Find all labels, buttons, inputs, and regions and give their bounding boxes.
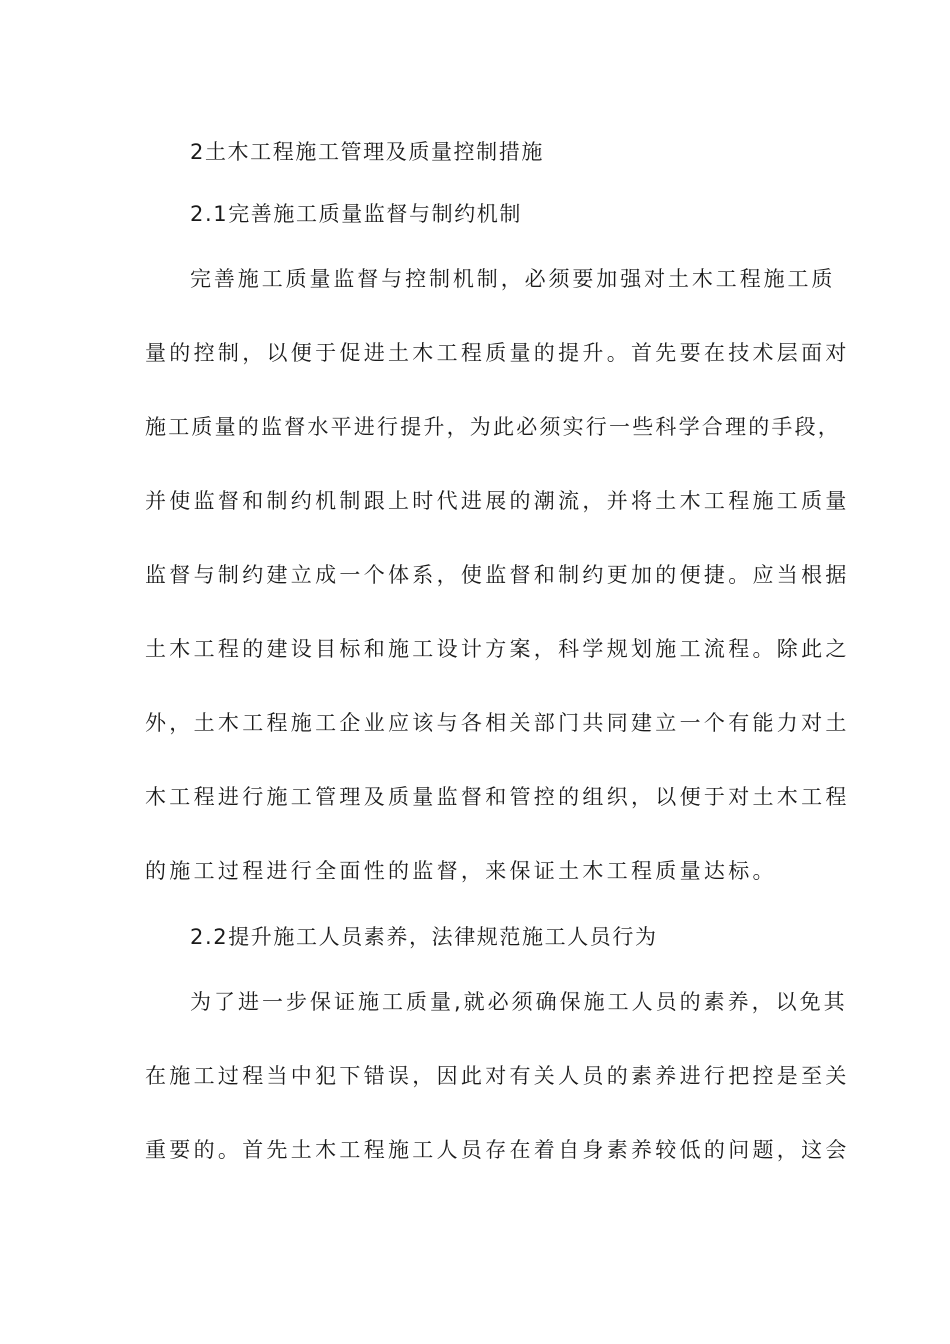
paragraph-line: 监督与制约建立成一个体系，使监督和制约更加的便捷。应当根据 — [145, 563, 850, 587]
paragraph-line: 外，土木工程施工企业应该与各相关部门共同建立一个有能力对土 — [145, 711, 850, 735]
paragraph-line: 土木工程的建设目标和施工设计方案，科学规划施工流程。除此之 — [145, 637, 850, 661]
section-heading-2: 2土木工程施工管理及质量控制措施 — [190, 140, 544, 164]
paragraph-line: 的施工过程进行全面性的监督，来保证土木工程质量达标。 — [145, 859, 777, 883]
section-heading-2-1: 2.1完善施工质量监督与制约机制 — [190, 202, 522, 226]
paragraph-line: 在施工过程当中犯下错误，因此对有关人员的素养进行把控是至关 — [145, 1064, 850, 1088]
paragraph-line: 并使监督和制约机制跟上时代进展的潮流，并将土木工程施工质量 — [145, 489, 850, 513]
paragraph-line: 木工程进行施工管理及质量监督和管控的组织，以便于对土木工程 — [145, 785, 850, 809]
paragraph-line: 为了进一步保证施工质量,就必须确保施工人员的素养，以免其 — [190, 990, 848, 1014]
paragraph-line: 施工质量的监督水平进行提升，为此必须实行一些科学合理的手段， — [145, 415, 841, 439]
section-heading-2-2: 2.2提升施工人员素养，法律规范施工人员行为 — [190, 925, 658, 949]
paragraph-line: 完善施工质量监督与控制机制，必须要加强对土木工程施工质 — [190, 267, 836, 291]
paragraph-line: 量的控制，以便于促进土木工程质量的提升。首先要在技术层面对 — [145, 341, 850, 365]
paragraph-line: 重要的。首先土木工程施工人员存在着自身素养较低的问题，这会 — [145, 1138, 850, 1162]
